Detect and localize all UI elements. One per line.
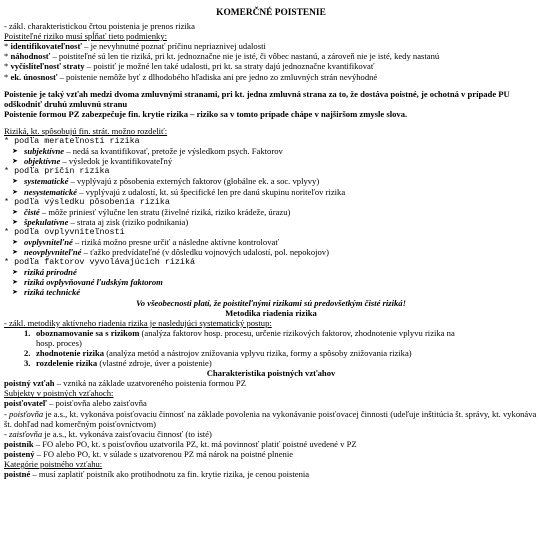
arrow-bullet-icon: ➤ <box>12 207 18 216</box>
condition-item: * identifikovateľnosť – je nevyhnutné poznať príčinu nepriaznivej udalosti <box>4 41 266 52</box>
arrow-bullet-icon: ➤ <box>12 288 18 297</box>
risk-group <box>4 227 538 257</box>
condition-term: náhodnosť <box>10 51 51 62</box>
risk-item: ➤ systematické – vyplývajú z pôsobenia externých faktorov (globálne ek. a soc. vplyvy) <box>12 176 320 187</box>
condition-text: – poistenie nemôže byť z dlhodobého hľadiska ani pre jedno zo zmluvných strán nevýhodné <box>57 71 378 82</box>
arrow-bullet-icon: ➤ <box>12 278 18 287</box>
condition-item: * vyčísliteľnosť straty – poistiť je možné len také udalosti, pri kt. sa straty dajú jednoznačne kvantifikovať <box>4 61 375 72</box>
categories-heading: Kategórie poistného vzťahu: <box>4 459 103 470</box>
conditions-list <box>4 41 538 81</box>
arrow-bullet-icon: ➤ <box>12 217 18 226</box>
risk-group-label: * podľa faktorov vyvolávajúcich riziká <box>4 257 195 268</box>
method-step-continuation: hosp. proces) <box>36 337 82 348</box>
risk-item: ➤ špekulatívne – strata aj zisk (riziko podnikania) <box>12 216 189 227</box>
definition-paragraph-2: Poistenie formou PZ zabezpečuje fin. krytie rizika – riziko sa v tomto prípade chápe v najširšom zmysle slova. <box>4 108 408 119</box>
risk-item: ➤ subjektívne – nedá sa kvantifikovať, pretože je výsledkom psych. Faktorov <box>12 146 283 157</box>
condition-term: ek. únosnosť <box>10 71 58 82</box>
risk-item: ➤ ovplyvniteľné – riziká možno presne určiť a následne aktívne kontrolovať <box>12 236 279 247</box>
risk-item: ➤ objektívne – výsledok je kvantifikovateľný <box>12 156 173 167</box>
risk-item: ➤ riziká prírodné <box>12 267 77 278</box>
condition-item: * ek. únosnosť – poistenie nemôže byť z dlhodobého hľadiska ani pre jedno zo zmluvných strán nevýhodné <box>4 71 378 82</box>
condition-text: – poistiť je možné len také udalosti, pri kt. sa straty dajú jednoznačne kvantifikovať <box>84 61 375 72</box>
risk-group <box>4 166 538 196</box>
condition-term: vyčísliteľnosť straty <box>10 61 85 72</box>
method-title: Metodika riadenia rizika <box>225 307 317 318</box>
arrow-bullet-icon: ➤ <box>12 248 18 257</box>
arrow-bullet-icon: ➤ <box>12 157 18 166</box>
method-step: 1. oboznamovanie sa s rizikom (analýza faktorov hosp. procesu, určenie rizikových faktorov, zhodnotenie vplyvu rizika na <box>24 327 455 338</box>
arrow-bullet-icon: ➤ <box>12 187 18 196</box>
risk-item: ➤ neovplyvniteľné – ťažko predvídateľné (v dôsledku vojnových udalostí, pol. nepokojov) <box>12 247 329 258</box>
condition-term: identifikovateľnosť <box>10 41 82 52</box>
risk-group-label: * podľa ovplyvniteľnosti <box>4 226 125 237</box>
risk-group <box>4 257 538 297</box>
risk-group <box>4 136 538 166</box>
intro-line: - zákl. charakteristickou črtou poistenia je prenos rizika <box>4 21 195 32</box>
risks-heading: Riziká, kt. spôsobujú fin. strát. možno rozdeliť: <box>4 125 168 136</box>
subject-item: - poisťovňa je a.s., kt. vykonáva poisťovaciu činnosť na základe povolenia na vykonávanie poisťovacej činnosti (udeľuje inštitúcia št. správy, kt. vykonáva št. dohľad nad komerčným poisťovníctvom) <box>4 408 537 429</box>
condition-text: – je nevyhnutné poznať príčinu nepriaznivej udalosti <box>82 41 266 52</box>
method-step: 3. rozdelenie rizika (vlastné zdroje, úver a poistenie) <box>24 358 212 369</box>
method-step: 2. zhodnotenie rizika (analýza metód a nástrojov znižovania vplyvu rizika, formy a spôsoby znižovania rizika) <box>24 348 412 358</box>
risk-group-label: * podľa príčin rizika <box>4 166 110 177</box>
risk-group-label: * podľa merateľnosti rizika <box>4 136 140 147</box>
subject-item: poistený – FO alebo PO, kt. v súlade s uzatvorenou PZ má nárok na poistné plnenie <box>4 448 294 459</box>
risk-group-label: * podľa výsledku pôsobenia rizika <box>4 196 170 207</box>
characteristics-title: Charakteristika poistných vzťahov <box>206 368 336 379</box>
conditions-heading: Poistiteľné riziko musí spĺňať tieto podmienky: <box>4 31 168 42</box>
premium-line: poistné – musí zaplatiť poistník ako protihodnotu za fin. krytie rizika, je cenou poistenia <box>4 469 310 480</box>
risk-item: ➤ čisté – môže priniesť výlučne len stratu (živelné riziká, riziko krádeže, úrazu) <box>12 206 291 217</box>
relation-line: poistný vzťah – vzniká na základe uzatvoreného poistenia formou PZ <box>4 378 246 389</box>
condition-item: * náhodnosť – poistiteľné sú len tie riziká, pri kt. jednoznačne nie je isté, či vôbec nastanú, a zároveň nie je isté, kedy nastanú <box>4 51 440 62</box>
subject-item: poisťovateľ – poisťovňa alebo zaisťovňa <box>4 398 147 409</box>
subjects-heading: Subjekty v poistných vzťahoch: <box>4 388 114 399</box>
subject-item: poistník – FO alebo PO, kt. s poisťovňou uzatvorila PZ, kt. má povinnosť platiť poistné uvedené v PZ <box>4 438 357 449</box>
definition-paragraph: Poistenie je taký vzťah medzi dvoma zmluvnými stranami, pri kt. jedna zmluvná strana za to, že dostáva poistné, je ochotná v prípade PU odškodniť druhú zmluvnú stranu <box>4 88 510 109</box>
note-line: Vo všeobecnosti platí, že poistiteľnými rizikami sú predovšetkým čisté riziká! <box>136 297 406 308</box>
risk-item: ➤ nesystematické – vyplývajú z udalostí, kt. sú špecifické len pre danú skupinu noriteľov rizika <box>12 186 346 197</box>
condition-text: – poistiteľné sú len tie riziká, pri kt. jednoznačne nie je isté, či vôbec nastanú, a zároveň nie je isté, kedy nastanú <box>50 51 440 62</box>
risk-item: ➤ riziká technické <box>12 287 81 298</box>
subject-item: - zaisťovňa je a.s., kt. vykonáva zaisťovaciu činnosť (to isté) <box>4 428 212 439</box>
method-intro: - zákl. metodiky aktívneho riadenia rizika je nasledujúci systematický postup: <box>4 317 272 328</box>
document-title: KOMERČNÉ POISTENIE <box>216 8 326 18</box>
arrow-bullet-icon: ➤ <box>12 237 18 246</box>
risk-item: ➤ riziká ovplyvňované ľudským faktorom <box>12 277 163 288</box>
risk-group <box>4 197 538 227</box>
arrow-bullet-icon: ➤ <box>12 177 18 186</box>
method-steps <box>4 328 538 368</box>
arrow-bullet-icon: ➤ <box>12 147 18 156</box>
arrow-bullet-icon: ➤ <box>12 268 18 277</box>
